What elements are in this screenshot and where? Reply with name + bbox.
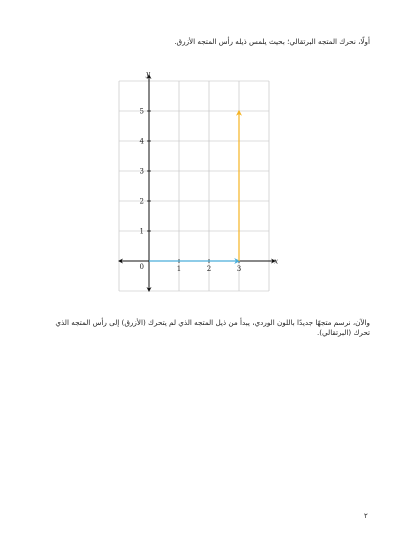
x-tick-label: 3 [236,265,242,273]
origin-label: 0 [139,263,144,271]
plot-vectors [149,111,239,261]
page-number: ٢ [364,512,368,520]
y-tick-label: 3 [139,167,144,176]
y-tick-label: 5 [139,107,144,116]
y-tick-label: 4 [139,137,144,146]
plot-labels [145,69,279,266]
x-axis-label: x [274,256,279,266]
x-tick-label: 1 [176,265,182,273]
y-axis-label: y [145,69,151,78]
y-tick-label: 1 [139,227,144,236]
x-tick-label: 2 [206,265,212,273]
instruction-paragraph-2: والآن، نرسم متجهًا جديدًا باللون الوردي، يبدأ من ذيل المتجه الذي لم يتحرك (الأزرق) إلى رأس المتجه الذي تحرك (البرتقالي). [55,318,370,337]
instruction-paragraph-1: أولًا، نحرك المتجه البرتقالي؛ بحيث يلمس ذيله رأس المتجه الأزرق. [174,37,370,46]
y-tick-label: 2 [139,197,144,206]
plot-ticks [140,108,242,274]
